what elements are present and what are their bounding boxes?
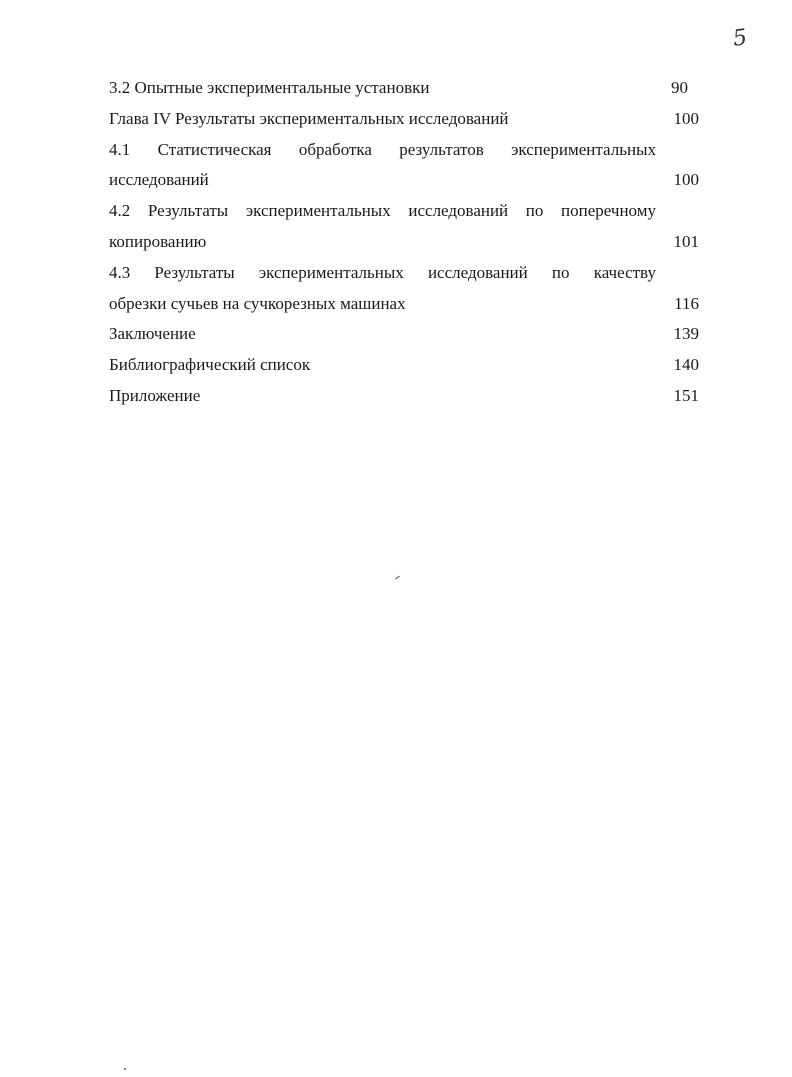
toc-entry-3-2 [109,73,699,104]
toc-entry-page: 100 [673,108,699,128]
toc-entry-conclusion [109,319,699,350]
toc-entry-4-2-line-2 [109,227,699,258]
scan-speck [395,576,400,580]
toc-entry-page: 151 [673,385,699,405]
toc-entry-4-1-line-1 [109,135,699,166]
toc-entry-page: 100 [673,170,699,190]
toc-entry-title: 3.2 Опытные экспериментальные установки [109,78,430,97]
toc-entry-page: 116 [674,293,699,313]
toc-entry-chapter-4 [109,104,699,135]
toc-entry-title: Библиографический список [109,355,311,375]
toc-entry-page: 101 [673,231,699,251]
toc-entry-title: Заключение [109,324,196,344]
toc-entry-page: 140 [673,355,699,375]
handwritten-page-number: 5 [731,25,749,52]
toc-entry-title: Глава IV Результаты экспериментальных исследований [109,108,509,128]
toc-entry-4-2-line-1 [109,196,699,227]
toc-entry-title-continued: копированию [109,231,207,251]
toc-entry-title-continued: обрезки сучьев на сучкорезных машинах [109,293,406,313]
toc-entry-page: 90 [671,78,688,97]
toc-entry-4-3-line-1 [109,258,699,289]
toc-entry-title: 4.1 Статистическая обработка результатов экспериментальных [109,139,656,159]
toc-entry-4-3-line-2 [109,289,699,320]
table-of-contents [109,73,699,412]
toc-entry-title: 4.3 Результаты экспериментальных исследований по качеству [109,262,656,282]
toc-entry-page: 139 [673,324,699,344]
toc-entry-title: 4.2 Результаты экспериментальных исследований по поперечному [109,201,656,221]
toc-entry-title-continued: исследований [109,170,209,190]
scan-speck [124,1068,126,1070]
toc-entry-title: Приложение [109,385,201,405]
toc-entry-bibliography [109,350,699,381]
toc-entry-4-1-line-2 [109,165,699,196]
toc-entry-appendix [109,381,699,412]
